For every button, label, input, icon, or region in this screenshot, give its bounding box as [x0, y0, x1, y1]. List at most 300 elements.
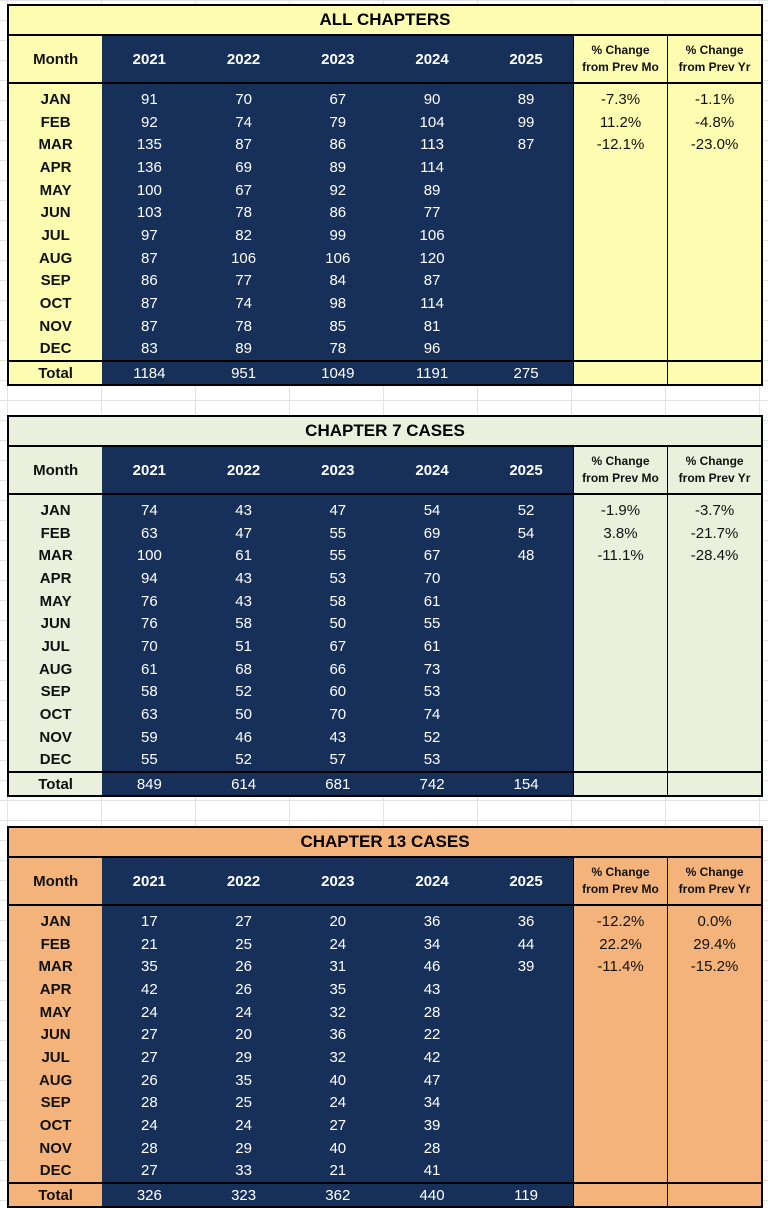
count-cell: 35 — [102, 955, 196, 978]
month-cell: MAR — [8, 544, 102, 567]
ch13-table — [7, 826, 763, 1208]
empty-cell — [573, 772, 667, 796]
empty-cell — [573, 1183, 667, 1207]
pct-change-prev-month-cell — [573, 270, 667, 293]
count-cell — [479, 635, 573, 658]
count-cell: 87 — [102, 315, 196, 338]
table-row — [8, 933, 762, 956]
pct-change-prev-year-cell: 0.0% — [668, 905, 762, 933]
year-column-header: 2024 — [385, 446, 479, 494]
count-cell: 78 — [196, 315, 290, 338]
total-cell: 681 — [291, 772, 385, 796]
count-cell: 106 — [196, 247, 290, 270]
count-cell: 86 — [291, 201, 385, 224]
table-row — [8, 292, 762, 315]
count-cell: 40 — [291, 1137, 385, 1160]
total-row — [8, 361, 762, 385]
count-cell: 24 — [291, 933, 385, 956]
count-cell: 22 — [385, 1023, 479, 1046]
count-cell: 90 — [385, 83, 479, 111]
count-cell: 55 — [102, 749, 196, 773]
table-row — [8, 1046, 762, 1069]
table-row — [8, 522, 762, 545]
count-cell: 63 — [102, 522, 196, 545]
count-cell — [479, 978, 573, 1001]
pct-change-prev-month-cell — [573, 612, 667, 635]
pct-change-prev-year-cell — [668, 726, 762, 749]
count-cell: 54 — [385, 494, 479, 522]
pct-change-prev-month-cell — [573, 658, 667, 681]
count-cell: 87 — [102, 247, 196, 270]
count-cell: 63 — [102, 703, 196, 726]
table-title: CHAPTER 13 CASES — [8, 827, 762, 857]
pct-change-prev-month-header — [573, 35, 667, 83]
count-cell: 58 — [196, 612, 290, 635]
pct-change-prev-month-cell: -12.1% — [573, 133, 667, 156]
table-row — [8, 658, 762, 681]
count-cell: 97 — [102, 224, 196, 247]
pct-change-prev-month-cell: -7.3% — [573, 83, 667, 111]
count-cell: 24 — [102, 1001, 196, 1024]
year-column-header: 2023 — [291, 446, 385, 494]
count-cell: 25 — [196, 933, 290, 956]
chapter-7-table-block — [7, 415, 763, 797]
pct-change-prev-month-header — [573, 857, 667, 905]
count-cell: 53 — [385, 749, 479, 773]
pct-change-prev-month-cell — [573, 1092, 667, 1115]
count-cell — [479, 292, 573, 315]
count-cell: 67 — [385, 544, 479, 567]
month-cell: JUL — [8, 1046, 102, 1069]
pct-change-prev-year-cell — [668, 270, 762, 293]
count-cell: 100 — [102, 544, 196, 567]
table-row — [8, 635, 762, 658]
pct-change-prev-month-cell — [573, 1114, 667, 1137]
pct-change-prev-month-cell: 11.2% — [573, 111, 667, 134]
pct-change-prev-month-cell — [573, 681, 667, 704]
pct-header-line2: from Prev Mo — [582, 882, 659, 896]
count-cell: 89 — [479, 83, 573, 111]
month-cell: AUG — [8, 658, 102, 681]
count-cell: 34 — [385, 933, 479, 956]
count-cell: 79 — [291, 111, 385, 134]
pct-change-prev-year-cell: -15.2% — [668, 955, 762, 978]
count-cell: 50 — [291, 612, 385, 635]
month-cell: DEC — [8, 749, 102, 773]
month-cell: APR — [8, 156, 102, 179]
year-column-header: 2021 — [102, 446, 196, 494]
count-cell: 21 — [291, 1160, 385, 1184]
count-cell: 24 — [102, 1114, 196, 1137]
count-cell: 61 — [385, 635, 479, 658]
month-cell: OCT — [8, 703, 102, 726]
count-cell: 27 — [102, 1046, 196, 1069]
pct-change-prev-month-cell — [573, 726, 667, 749]
year-column-header: 2021 — [102, 35, 196, 83]
month-cell: MAY — [8, 179, 102, 202]
pct-change-prev-year-cell — [668, 567, 762, 590]
total-label: Total — [8, 361, 102, 385]
count-cell: 89 — [291, 156, 385, 179]
count-cell — [479, 270, 573, 293]
year-column-header: 2022 — [196, 35, 290, 83]
count-cell — [479, 1023, 573, 1046]
month-cell: JUN — [8, 201, 102, 224]
count-cell: 20 — [291, 905, 385, 933]
count-cell: 67 — [196, 179, 290, 202]
total-cell: 323 — [196, 1183, 290, 1207]
table-row — [8, 544, 762, 567]
pct-change-prev-year-cell — [668, 179, 762, 202]
total-label: Total — [8, 772, 102, 796]
count-cell: 106 — [385, 224, 479, 247]
count-cell: 99 — [291, 224, 385, 247]
count-cell: 91 — [102, 83, 196, 111]
pct-header-line2: from Prev Mo — [582, 471, 659, 485]
table-row — [8, 703, 762, 726]
count-cell — [479, 338, 573, 362]
count-cell: 44 — [479, 933, 573, 956]
pct-change-prev-year-header — [668, 857, 762, 905]
count-cell: 28 — [385, 1137, 479, 1160]
month-cell: MAR — [8, 133, 102, 156]
table-row — [8, 494, 762, 522]
month-cell: JUN — [8, 612, 102, 635]
pct-change-prev-month-cell — [573, 292, 667, 315]
month-cell: MAY — [8, 1001, 102, 1024]
count-cell: 82 — [196, 224, 290, 247]
pct-change-prev-month-cell — [573, 247, 667, 270]
table-row — [8, 905, 762, 933]
pct-change-prev-year-cell: 29.4% — [668, 933, 762, 956]
total-label: Total — [8, 1183, 102, 1207]
count-cell: 85 — [291, 315, 385, 338]
count-cell: 47 — [291, 494, 385, 522]
table-row — [8, 955, 762, 978]
pct-change-prev-month-cell — [573, 703, 667, 726]
count-cell: 43 — [385, 978, 479, 1001]
pct-header-line2: from Prev Yr — [678, 60, 751, 74]
year-column-header: 2025 — [479, 35, 573, 83]
pct-change-prev-year-cell — [668, 1114, 762, 1137]
pct-change-prev-year-cell: -28.4% — [668, 544, 762, 567]
all-table — [7, 4, 763, 386]
count-cell: 86 — [291, 133, 385, 156]
count-cell: 20 — [196, 1023, 290, 1046]
pct-change-prev-month-cell — [573, 338, 667, 362]
count-cell: 25 — [196, 1092, 290, 1115]
count-cell: 27 — [196, 905, 290, 933]
count-cell: 36 — [479, 905, 573, 933]
count-cell: 69 — [196, 156, 290, 179]
year-column-header: 2022 — [196, 857, 290, 905]
count-cell — [479, 726, 573, 749]
pct-header-line2: from Prev Yr — [678, 882, 751, 896]
count-cell: 24 — [196, 1001, 290, 1024]
year-column-header: 2025 — [479, 857, 573, 905]
count-cell: 92 — [291, 179, 385, 202]
month-cell: OCT — [8, 1114, 102, 1137]
count-cell: 47 — [196, 522, 290, 545]
count-cell: 92 — [102, 111, 196, 134]
month-cell: NOV — [8, 1137, 102, 1160]
month-cell: JUN — [8, 1023, 102, 1046]
total-cell: 119 — [479, 1183, 573, 1207]
count-cell: 81 — [385, 315, 479, 338]
count-cell: 74 — [385, 703, 479, 726]
count-cell: 52 — [385, 726, 479, 749]
month-cell: NOV — [8, 726, 102, 749]
table-row — [8, 133, 762, 156]
count-cell: 136 — [102, 156, 196, 179]
empty-cell — [668, 772, 762, 796]
table-row — [8, 1114, 762, 1137]
count-cell — [479, 179, 573, 202]
total-row — [8, 1183, 762, 1207]
table-row — [8, 978, 762, 1001]
year-column-header: 2024 — [385, 857, 479, 905]
count-cell: 43 — [196, 590, 290, 613]
pct-change-prev-month-cell — [573, 749, 667, 773]
count-cell: 55 — [291, 522, 385, 545]
month-cell: APR — [8, 567, 102, 590]
count-cell: 39 — [385, 1114, 479, 1137]
table-row — [8, 749, 762, 773]
pct-change-prev-month-cell — [573, 590, 667, 613]
pct-change-prev-year-cell — [668, 156, 762, 179]
pct-change-prev-month-cell — [573, 978, 667, 1001]
count-cell: 69 — [385, 522, 479, 545]
table-row — [8, 1137, 762, 1160]
pct-change-prev-month-cell — [573, 1137, 667, 1160]
table-row — [8, 83, 762, 111]
pct-change-prev-month-cell: -11.4% — [573, 955, 667, 978]
count-cell: 17 — [102, 905, 196, 933]
count-cell — [479, 1114, 573, 1137]
pct-change-prev-month-cell: -11.1% — [573, 544, 667, 567]
count-cell: 86 — [102, 270, 196, 293]
pct-change-prev-month-cell — [573, 1046, 667, 1069]
pct-change-prev-month-cell: -12.2% — [573, 905, 667, 933]
count-cell: 43 — [196, 494, 290, 522]
count-cell: 52 — [479, 494, 573, 522]
pct-change-prev-month-cell — [573, 224, 667, 247]
month-column-header: Month — [8, 446, 102, 494]
month-cell: MAY — [8, 590, 102, 613]
count-cell: 135 — [102, 133, 196, 156]
table-row — [8, 156, 762, 179]
month-cell: AUG — [8, 247, 102, 270]
count-cell: 94 — [102, 567, 196, 590]
total-cell: 275 — [479, 361, 573, 385]
pct-change-prev-year-cell — [668, 224, 762, 247]
count-cell: 52 — [196, 681, 290, 704]
pct-change-prev-year-cell — [668, 1160, 762, 1184]
count-cell — [479, 315, 573, 338]
count-cell: 70 — [102, 635, 196, 658]
count-cell: 113 — [385, 133, 479, 156]
table-row — [8, 224, 762, 247]
pct-change-prev-year-cell — [668, 1137, 762, 1160]
total-cell: 362 — [291, 1183, 385, 1207]
count-cell: 77 — [385, 201, 479, 224]
count-cell: 42 — [102, 978, 196, 1001]
count-cell: 84 — [291, 270, 385, 293]
count-cell: 39 — [479, 955, 573, 978]
count-cell: 59 — [102, 726, 196, 749]
count-cell — [479, 612, 573, 635]
total-cell: 742 — [385, 772, 479, 796]
count-cell: 74 — [102, 494, 196, 522]
count-cell — [479, 681, 573, 704]
month-column-header: Month — [8, 857, 102, 905]
count-cell: 103 — [102, 201, 196, 224]
pct-header-line1: % Change — [685, 43, 744, 57]
table-row — [8, 315, 762, 338]
count-cell: 66 — [291, 658, 385, 681]
month-cell: APR — [8, 978, 102, 1001]
count-cell: 50 — [196, 703, 290, 726]
pct-change-prev-year-cell: -1.1% — [668, 83, 762, 111]
count-cell: 27 — [102, 1160, 196, 1184]
count-cell: 87 — [479, 133, 573, 156]
table-row — [8, 111, 762, 134]
count-cell: 47 — [385, 1069, 479, 1092]
pct-header-line1: % Change — [591, 43, 650, 57]
pct-change-prev-month-cell: -1.9% — [573, 494, 667, 522]
pct-change-prev-year-cell — [668, 338, 762, 362]
month-cell: FEB — [8, 111, 102, 134]
count-cell: 67 — [291, 83, 385, 111]
table-row — [8, 201, 762, 224]
count-cell: 28 — [385, 1001, 479, 1024]
month-cell: JUL — [8, 224, 102, 247]
count-cell — [479, 156, 573, 179]
chapter-13-table-block — [7, 826, 763, 1208]
pct-change-prev-month-cell — [573, 1023, 667, 1046]
pct-change-prev-year-cell — [668, 1023, 762, 1046]
count-cell: 55 — [291, 544, 385, 567]
month-cell: JAN — [8, 494, 102, 522]
total-cell: 326 — [102, 1183, 196, 1207]
month-cell: MAR — [8, 955, 102, 978]
pct-change-prev-year-cell — [668, 1092, 762, 1115]
table-title: ALL CHAPTERS — [8, 5, 762, 35]
count-cell — [479, 658, 573, 681]
count-cell: 46 — [196, 726, 290, 749]
table-row — [8, 179, 762, 202]
total-cell: 1184 — [102, 361, 196, 385]
month-cell: SEP — [8, 1092, 102, 1115]
count-cell: 104 — [385, 111, 479, 134]
count-cell: 96 — [385, 338, 479, 362]
count-cell: 70 — [196, 83, 290, 111]
count-cell: 89 — [385, 179, 479, 202]
month-cell: FEB — [8, 522, 102, 545]
count-cell: 31 — [291, 955, 385, 978]
total-row — [8, 772, 762, 796]
count-cell: 32 — [291, 1001, 385, 1024]
count-cell: 106 — [291, 247, 385, 270]
count-cell: 68 — [196, 658, 290, 681]
count-cell — [479, 567, 573, 590]
count-cell: 32 — [291, 1046, 385, 1069]
month-cell: SEP — [8, 681, 102, 704]
table-row — [8, 1023, 762, 1046]
total-cell: 154 — [479, 772, 573, 796]
table-row — [8, 247, 762, 270]
table-row — [8, 567, 762, 590]
count-cell: 52 — [196, 749, 290, 773]
count-cell: 53 — [385, 681, 479, 704]
pct-change-prev-year-cell — [668, 315, 762, 338]
pct-header-line2: from Prev Yr — [678, 471, 751, 485]
count-cell: 114 — [385, 156, 479, 179]
month-cell: NOV — [8, 315, 102, 338]
table-row — [8, 1092, 762, 1115]
count-cell — [479, 1160, 573, 1184]
table-row — [8, 1001, 762, 1024]
count-cell — [479, 247, 573, 270]
total-cell: 951 — [196, 361, 290, 385]
pct-header-line1: % Change — [591, 865, 650, 879]
count-cell: 77 — [196, 270, 290, 293]
count-cell: 26 — [196, 955, 290, 978]
table-row — [8, 681, 762, 704]
empty-cell — [573, 361, 667, 385]
count-cell — [479, 1046, 573, 1069]
pct-change-prev-year-cell — [668, 635, 762, 658]
count-cell: 55 — [385, 612, 479, 635]
count-cell: 24 — [291, 1092, 385, 1115]
total-cell: 440 — [385, 1183, 479, 1207]
count-cell: 120 — [385, 247, 479, 270]
count-cell: 76 — [102, 590, 196, 613]
count-cell: 53 — [291, 567, 385, 590]
month-cell: JUL — [8, 635, 102, 658]
count-cell: 26 — [196, 978, 290, 1001]
count-cell — [479, 703, 573, 726]
month-cell: DEC — [8, 1160, 102, 1184]
month-cell: AUG — [8, 1069, 102, 1092]
count-cell: 36 — [385, 905, 479, 933]
month-cell: OCT — [8, 292, 102, 315]
count-cell: 87 — [196, 133, 290, 156]
count-cell: 46 — [385, 955, 479, 978]
count-cell: 67 — [291, 635, 385, 658]
pct-header-line1: % Change — [591, 454, 650, 468]
count-cell: 57 — [291, 749, 385, 773]
count-cell — [479, 1001, 573, 1024]
pct-change-prev-year-cell — [668, 703, 762, 726]
count-cell: 21 — [102, 933, 196, 956]
count-cell: 24 — [196, 1114, 290, 1137]
month-cell: DEC — [8, 338, 102, 362]
pct-change-prev-year-cell — [668, 658, 762, 681]
table-row — [8, 612, 762, 635]
count-cell: 100 — [102, 179, 196, 202]
count-cell: 27 — [102, 1023, 196, 1046]
all-chapters-table-block — [7, 4, 763, 386]
count-cell: 29 — [196, 1046, 290, 1069]
pct-change-prev-month-cell — [573, 567, 667, 590]
count-cell: 74 — [196, 111, 290, 134]
count-cell: 36 — [291, 1023, 385, 1046]
empty-cell — [668, 361, 762, 385]
year-column-header: 2023 — [291, 857, 385, 905]
count-cell: 89 — [196, 338, 290, 362]
count-cell: 70 — [385, 567, 479, 590]
